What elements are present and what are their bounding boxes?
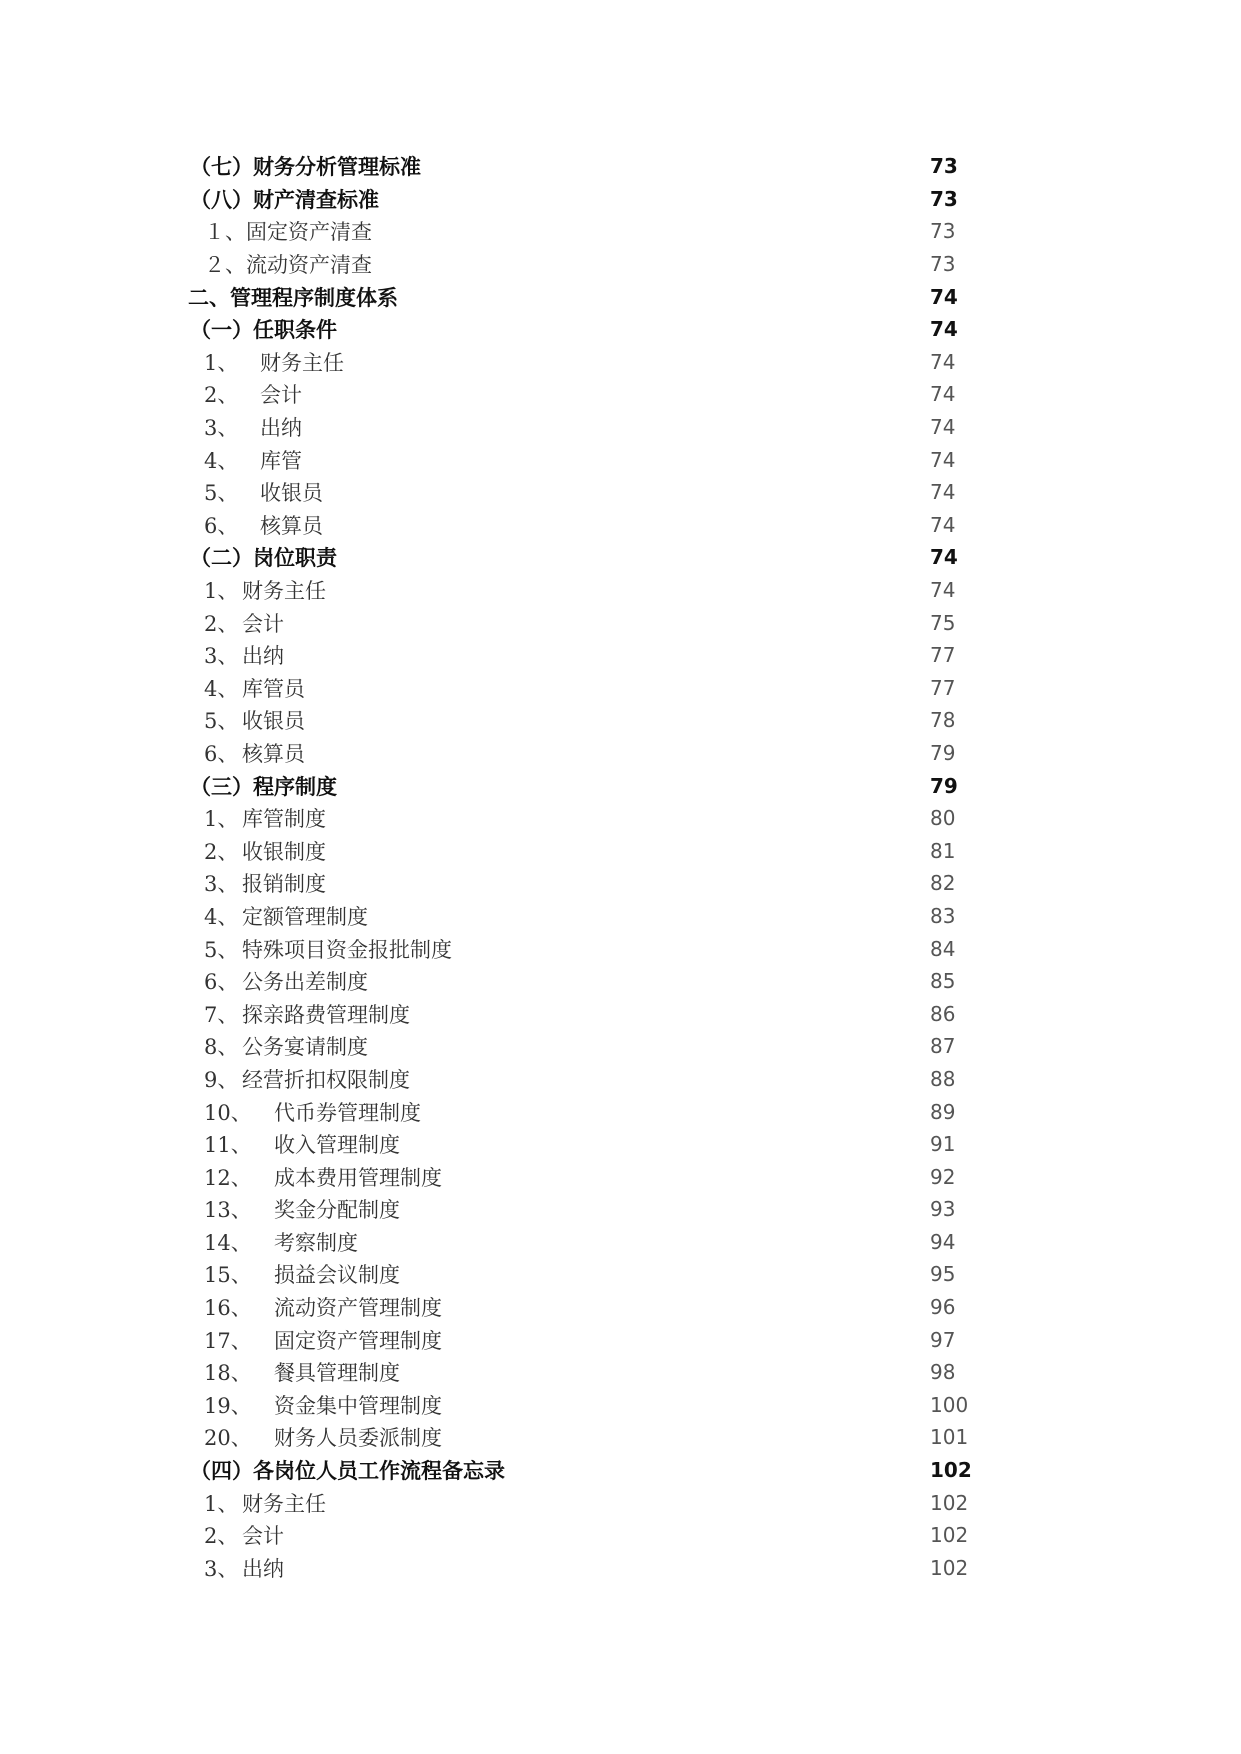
toc-entry-label [204,510,323,540]
toc-entry-number: １、 [204,220,246,245]
toc-entry[interactable] [190,1258,970,1291]
toc-entry-page-number: 102 [930,1555,969,1580]
toc-entry-number: 5、 [204,709,239,734]
toc-entry-title: 收入管理制度 [274,1133,400,1158]
toc-entry[interactable] [190,1454,970,1487]
toc-entry-title: 程序制度 [253,774,337,799]
toc-entry[interactable] [190,704,970,737]
toc-entry-number: （一） [190,318,253,343]
toc-entry-label [204,1292,442,1322]
toc-entry-page-number: 77 [930,675,956,700]
toc-entry-label [204,1553,284,1583]
toc-entry-page-number: 87 [930,1034,956,1059]
toc-entry-label [204,1129,400,1159]
toc-entry-title: 财产清查标准 [253,187,379,212]
toc-entry-title: 核算员 [260,513,323,538]
toc-entry[interactable] [190,834,970,867]
toc-entry-number: 20、 [204,1426,252,1451]
toc-entry-number: 6、 [204,741,239,766]
toc-entry[interactable] [190,313,970,346]
toc-entry-number: 9、 [204,1067,239,1092]
toc-entry-page-number: 74 [930,447,956,472]
toc-entry-page-number: 83 [930,903,956,928]
toc-entry-number: 5、 [204,481,239,506]
toc-entry-page-number: 100 [930,1392,969,1417]
toc-entry[interactable] [190,541,970,574]
toc-entry-page-number: 96 [930,1295,956,1320]
toc-entry-label [204,1325,442,1355]
toc-entry-label [204,966,368,996]
toc-entry-label [190,151,421,181]
toc-entry-number: 13、 [204,1198,252,1223]
toc-entry-title: 固定资产管理制度 [274,1328,442,1353]
toc-entry-label [204,1031,368,1061]
toc-entry[interactable] [190,1519,970,1552]
toc-entry-label [204,1097,421,1127]
toc-entry-label [204,216,372,246]
toc-entry-label [204,1422,442,1452]
toc-entry-number: 2、 [204,1524,239,1549]
toc-entry-number: 1、 [204,1491,239,1516]
toc-entry-title: 代币券管理制度 [274,1100,421,1125]
toc-entry-title: 财务人员委派制度 [274,1426,442,1451]
toc-entry-number: 3、 [204,872,239,897]
toc-entry-label [204,347,344,377]
toc-entry[interactable] [190,574,970,607]
toc-entry-number: （四） [190,1459,253,1484]
toc-entry-page-number: 75 [930,610,956,635]
toc-entry-number: 6、 [204,970,239,995]
toc-entry-label [190,184,379,214]
toc-entry[interactable] [190,378,970,411]
toc-entry[interactable] [190,1193,970,1226]
toc-entry-number: 17、 [204,1328,252,1353]
toc-entry[interactable] [190,997,970,1030]
toc-entry-label [204,1259,400,1289]
toc-entry-label [204,445,302,475]
toc-entry-number: 4、 [204,676,239,701]
toc-entry-number: 2、 [204,611,239,636]
toc-entry-page-number: 78 [930,708,956,733]
toc-entry[interactable] [190,150,970,183]
toc-entry-number: ２、 [204,253,246,278]
toc-entry[interactable] [190,1128,970,1161]
toc-entry-title: 定额管理制度 [242,904,368,929]
toc-entry-page-number: 74 [930,578,956,603]
toc-entry-number: （八） [190,187,253,212]
toc-entry[interactable] [190,509,970,542]
toc-entry-title: 会计 [260,383,302,408]
toc-entry-title: 经营折扣权限制度 [242,1067,410,1092]
toc-entry[interactable] [190,802,970,835]
toc-entry-title: 财务分析管理标准 [253,155,421,180]
toc-entry-title: 出纳 [242,1556,284,1581]
toc-entry-label [204,575,326,605]
toc-entry-page-number: 84 [930,936,956,961]
toc-entry-title: 流动资产管理制度 [274,1296,442,1321]
toc-entry-page-number: 88 [930,1066,956,1091]
toc-entry-title: 库管制度 [242,807,326,832]
toc-entry-label [190,1455,505,1485]
toc-entry[interactable] [190,606,970,639]
toc-entry-title: 探亲路费管理制度 [242,1002,410,1027]
toc-entry-page-number: 79 [930,773,958,798]
toc-entry-page-number: 74 [930,349,956,374]
toc-entry-number: 3、 [204,416,239,441]
toc-entry-page-number: 74 [930,512,956,537]
toc-entry-title: 会计 [242,1524,284,1549]
toc-entry-label [204,249,372,279]
toc-entry-number: 1、 [204,579,239,604]
toc-entry-title: 出纳 [242,644,284,669]
toc-entry[interactable] [190,867,970,900]
toc-entry-number: 14、 [204,1230,252,1255]
toc-entry-title: 资金集中管理制度 [274,1393,442,1418]
toc-entry[interactable] [190,1291,970,1324]
toc-entry-page-number: 73 [930,154,958,179]
toc-entry[interactable] [190,1095,970,1128]
toc-entry-number: 10、 [204,1100,252,1125]
toc-entry-label [204,1194,400,1224]
toc-entry-number: 7、 [204,1002,239,1027]
toc-entry[interactable] [190,476,970,509]
toc-entry-label [204,412,302,442]
toc-entry-title: 固定资产清查 [246,220,372,245]
toc-entry-page-number: 74 [930,480,956,505]
toc-entry[interactable] [190,215,970,248]
toc-entry-number: （二） [190,546,253,571]
toc-entry-label [204,640,284,670]
toc-entry-label [188,282,398,312]
toc-entry[interactable] [190,411,970,444]
toc-entry-page-number: 89 [930,1099,956,1124]
toc-entry-page-number: 98 [930,1360,956,1385]
toc-entry[interactable] [190,672,970,705]
toc-entry[interactable] [190,1226,970,1259]
toc-entry-title: 特殊项目资金报批制度 [242,937,452,962]
toc-entry-title: 公务出差制度 [242,970,368,995]
toc-entry-page-number: 97 [930,1327,956,1352]
toc-entry-title: 收银员 [242,709,305,734]
toc-entry-title: 各岗位人员工作流程备忘录 [253,1459,505,1484]
toc-entry-title: 财务主任 [242,1491,326,1516]
toc-entry[interactable] [190,346,970,379]
toc-entry-label [204,738,305,768]
toc-entry-label [190,542,337,572]
toc-entry-title: 财务主任 [242,579,326,604]
toc-entry-page-number: 74 [930,284,958,309]
toc-entry-page-number: 85 [930,969,956,994]
toc-entry-title: 岗位职责 [253,546,337,571]
toc-entry[interactable] [190,443,970,476]
toc-entry-number: （三） [190,774,253,799]
toc-entry[interactable] [190,183,970,216]
toc-entry[interactable] [190,1486,970,1519]
toc-entry-page-number: 91 [930,1132,956,1157]
toc-entry-label [204,1357,400,1387]
toc-entry-number: 11、 [204,1133,252,1158]
toc-entry[interactable] [190,1552,970,1585]
toc-entry[interactable] [190,965,970,998]
toc-entry-label [204,1227,358,1257]
toc-entry-title: 会计 [242,611,284,636]
toc-entry-number: 5、 [204,937,239,962]
toc-entry[interactable] [190,769,970,802]
toc-entry-number: 2、 [204,839,239,864]
toc-entry-page-number: 77 [930,643,956,668]
toc-entry-title: 考察制度 [274,1230,358,1255]
toc-entry-title: 收银员 [260,481,323,506]
toc-entry[interactable] [190,1030,970,1063]
table-of-contents [190,150,970,1584]
toc-entry-label [204,1488,326,1518]
toc-entry-label [204,379,302,409]
toc-entry-title: 管理程序制度体系 [230,285,398,310]
toc-entry-number: 18、 [204,1361,252,1386]
toc-entry-page-number: 74 [930,545,958,570]
toc-entry[interactable] [190,1421,970,1454]
toc-entry-title: 餐具管理制度 [274,1361,400,1386]
toc-entry-page-number: 101 [930,1425,969,1450]
toc-entry-number: 15、 [204,1263,252,1288]
toc-entry-page-number: 74 [930,382,956,407]
toc-entry-number: 3、 [204,1556,239,1581]
toc-entry-title: 报销制度 [242,872,326,897]
toc-entry-title: 奖金分配制度 [274,1198,400,1223]
toc-entry-label [204,901,368,931]
toc-entry-label [204,934,452,964]
toc-entry[interactable] [190,932,970,965]
toc-entry-title: 核算员 [242,741,305,766]
toc-entry[interactable] [190,900,970,933]
toc-entry-page-number: 74 [930,317,958,342]
toc-entry-number: 1、 [204,807,239,832]
toc-entry-title: 损益会议制度 [274,1263,400,1288]
toc-entry-label [204,803,326,833]
toc-entry-page-number: 80 [930,806,956,831]
toc-entry[interactable] [190,639,970,672]
toc-entry-number: 二、 [188,285,230,310]
toc-entry-number: 1、 [204,350,239,375]
toc-entry-title: 财务主任 [260,350,344,375]
toc-entry-label [204,1520,284,1550]
toc-entry-number: 2、 [204,383,239,408]
toc-entry-page-number: 92 [930,1164,956,1189]
toc-entry-page-number: 73 [930,252,956,277]
toc-entry-title: 收银制度 [242,839,326,864]
toc-entry-label [204,705,305,735]
toc-entry-label [204,1390,442,1420]
toc-entry-number: （七） [190,155,253,180]
toc-entry-title: 流动资产清查 [246,253,372,278]
toc-entry-title: 成本费用管理制度 [274,1165,442,1190]
toc-entry-number: 19、 [204,1393,252,1418]
toc-entry-page-number: 93 [930,1197,956,1222]
toc-entry-title: 出纳 [260,416,302,441]
toc-entry-page-number: 73 [930,219,956,244]
toc-entry-label [204,868,326,898]
toc-entry-title: 库管员 [242,676,305,701]
toc-entry[interactable] [190,248,970,281]
toc-entry-label [204,608,284,638]
toc-entry-number: 3、 [204,644,239,669]
toc-entry-page-number: 102 [930,1490,969,1515]
toc-entry-label [190,314,337,344]
toc-entry-number: 12、 [204,1165,252,1190]
toc-entry-label [204,836,326,866]
toc-entry-label [204,477,323,507]
toc-entry-label [190,771,337,801]
toc-entry[interactable] [190,1160,970,1193]
toc-entry-number: 4、 [204,448,239,473]
toc-entry[interactable] [190,1356,970,1389]
toc-entry-page-number: 74 [930,415,956,440]
toc-entry-number: 6、 [204,513,239,538]
toc-entry-page-number: 102 [930,1523,969,1548]
toc-entry-page-number: 79 [930,740,956,765]
toc-entry-number: 16、 [204,1296,252,1321]
toc-entry-number: 4、 [204,904,239,929]
toc-entry-page-number: 86 [930,1001,956,1026]
toc-entry-number: 8、 [204,1035,239,1060]
toc-entry[interactable] [190,1323,970,1356]
toc-entry-label [204,1162,442,1192]
toc-entry-page-number: 94 [930,1229,956,1254]
toc-entry-label [204,1064,410,1094]
toc-entry-page-number: 81 [930,838,956,863]
toc-entry-page-number: 102 [930,1458,972,1483]
toc-entry-title: 任职条件 [253,318,337,343]
toc-entry-page-number: 95 [930,1262,956,1287]
toc-entry-title: 公务宴请制度 [242,1035,368,1060]
toc-entry-title: 库管 [260,448,302,473]
toc-entry-page-number: 73 [930,186,958,211]
toc-entry-page-number: 82 [930,871,956,896]
toc-entry-label [204,999,410,1029]
toc-entry-label [204,673,305,703]
toc-entry[interactable] [190,1063,970,1096]
toc-entry[interactable] [190,1389,970,1422]
toc-entry[interactable] [190,737,970,770]
toc-entry[interactable] [188,280,970,313]
